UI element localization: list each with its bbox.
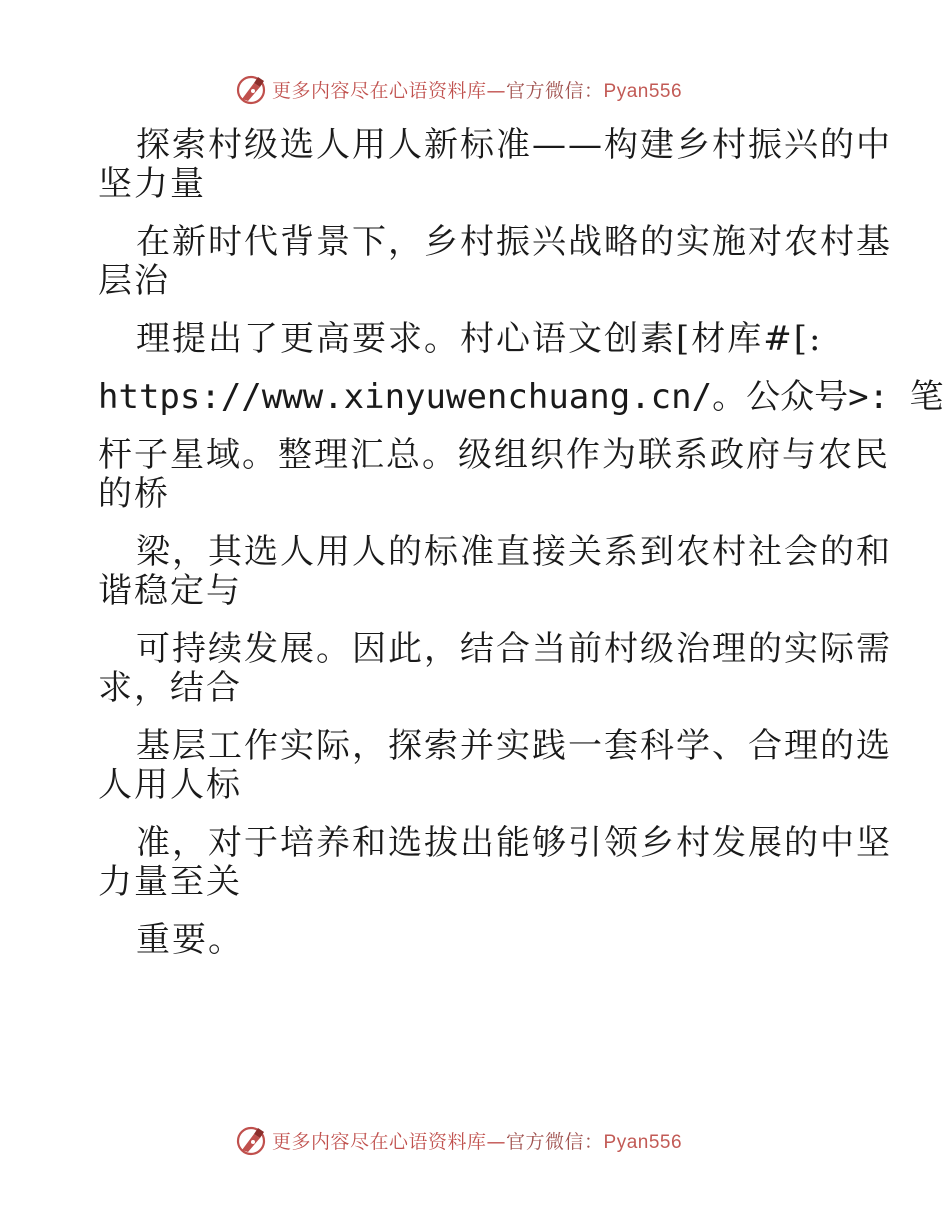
pen-nib-logo-icon xyxy=(236,1124,268,1156)
footer-banner xyxy=(236,1123,682,1157)
pen-nib-logo-icon xyxy=(236,73,268,105)
banner-text xyxy=(272,1127,682,1154)
banner-separator: — xyxy=(486,1130,507,1153)
doc-line: 基层工作实际，探索并实践一套科学、合理的选 xyxy=(136,726,892,766)
doc-line: 的桥 xyxy=(98,474,170,514)
banner-wechat-label: 官方微信： xyxy=(506,1130,604,1153)
doc-line: 谐稳定与 xyxy=(98,571,242,611)
banner-wechat-id: Pyan556 xyxy=(603,80,683,102)
banner-separator: — xyxy=(486,79,507,102)
doc-line: 准，对于培养和选拔出能够引领乡村发展的中坚 xyxy=(136,823,892,863)
doc-line: 杆子星域。整理汇总。级组织作为联系政府与农民 xyxy=(98,435,890,475)
banner-site-text: 更多内容尽在心语资料库 xyxy=(272,79,487,102)
doc-line: 可持续发展。因此，结合当前村级治理的实际需 xyxy=(136,629,892,669)
banner-text xyxy=(272,76,682,103)
doc-line: 探索村级选人用人新标准——构建乡村振兴的中 xyxy=(136,125,892,165)
doc-line: 求，结合 xyxy=(98,668,242,708)
banner-wechat-label: 官方微信： xyxy=(506,79,604,102)
doc-line: 理提出了更高要求。村心语文创素[材库#[: xyxy=(136,319,823,359)
doc-line: 坚力量 xyxy=(98,164,206,204)
doc-line: 梁，其选人用人的标准直接关系到农村社会的和 xyxy=(136,532,892,572)
doc-line: 重要。 xyxy=(136,920,244,960)
header-banner xyxy=(236,72,682,106)
doc-line: 层治 xyxy=(98,261,170,301)
doc-line: 人用人标 xyxy=(98,765,242,805)
banner-site-text: 更多内容尽在心语资料库 xyxy=(272,1130,487,1153)
document-body xyxy=(98,125,944,979)
doc-line: 在新时代背景下，乡村振兴战略的实施对农村基 xyxy=(136,222,892,262)
doc-line-url: https://www.xinyuwenchuang.cn/。公众号>: 笔 xyxy=(98,377,944,417)
banner-wechat-id: Pyan556 xyxy=(603,1131,683,1153)
doc-line: 力量至关 xyxy=(98,862,242,902)
